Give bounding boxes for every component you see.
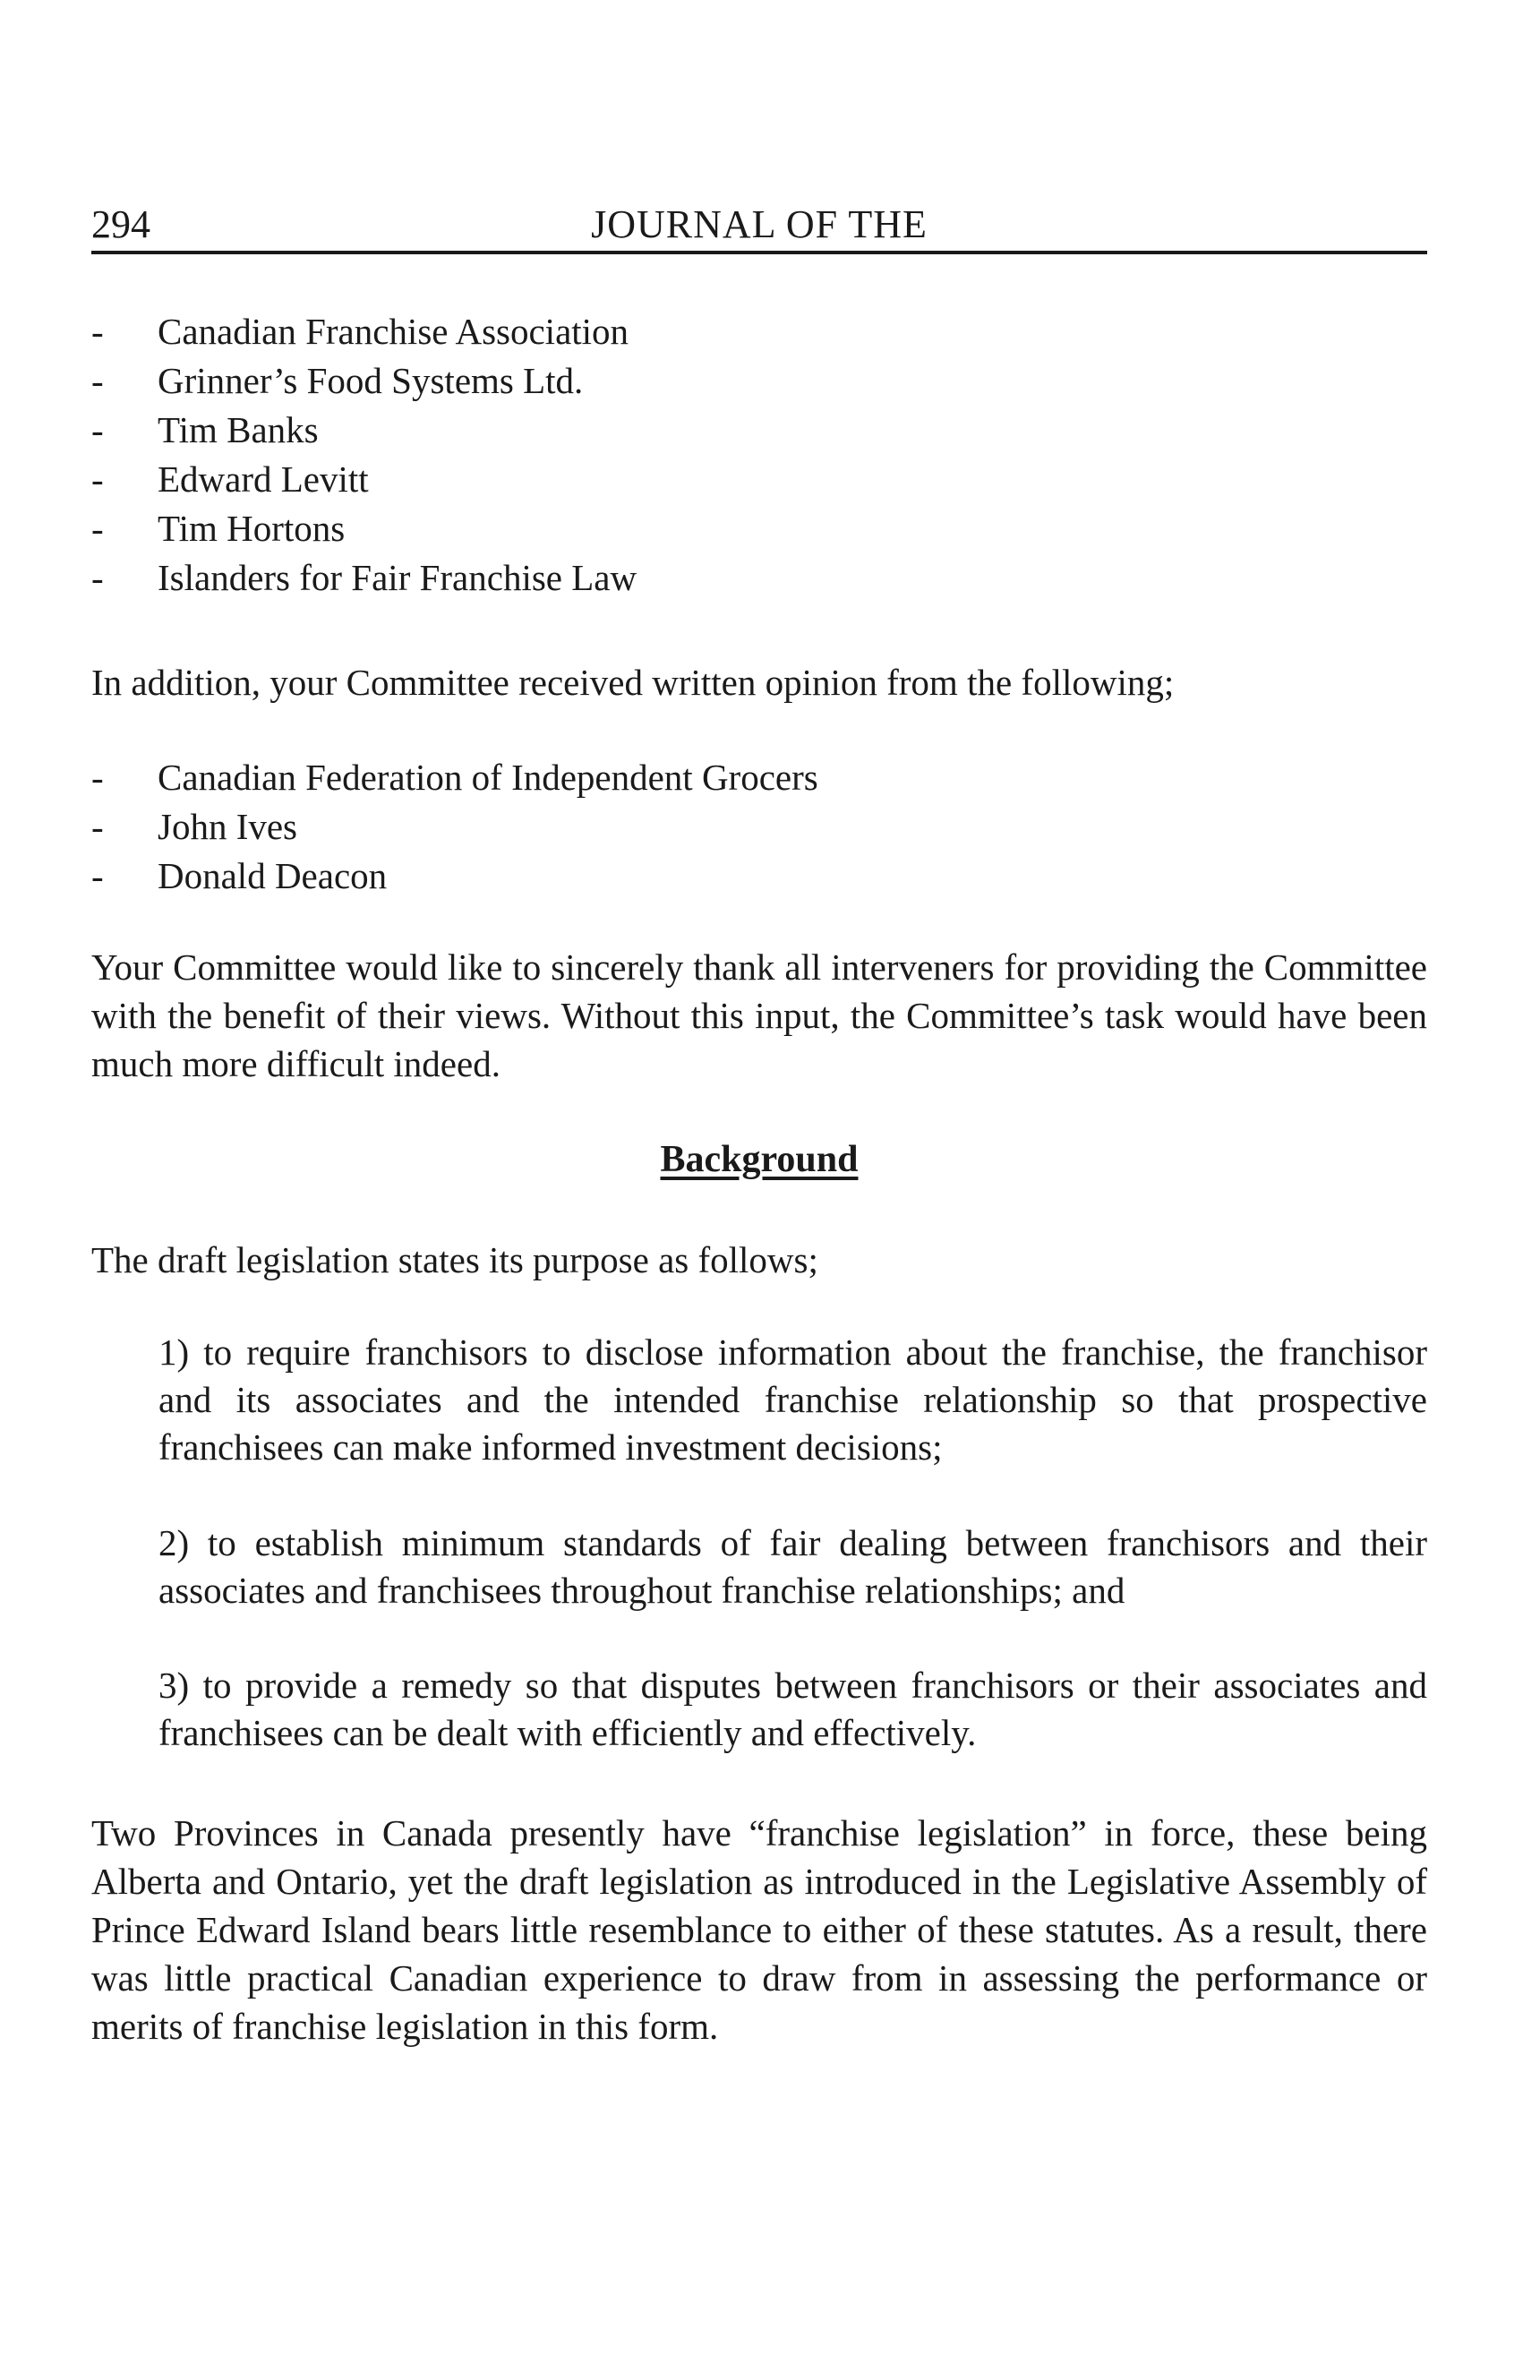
dash-bullet: - <box>91 311 104 352</box>
list-item: - Tim Hortons <box>91 504 1166 553</box>
written-opinion-list <box>91 753 1166 901</box>
dash-bullet: - <box>91 409 104 450</box>
purpose-intro: The draft legislation states its purpose as follows; <box>91 1239 818 1280</box>
purpose-item-3: 3) to provide a remedy so that disputes between franchisors or their associates and franchisees can be dealt with efficiently and effectively. <box>158 1665 1427 1753</box>
page-number: 294 <box>91 202 150 246</box>
dash-bullet: - <box>91 757 104 798</box>
list-item: - Edward Levitt <box>91 455 1166 504</box>
thanks-paragraph: Your Committee would like to sincerely thank all interveners for providing the Committee with the benefit of their views. Without this input, the Committee’s task would have been much more difficult indeed. <box>91 946 1427 1084</box>
list-item: - Canadian Franchise Association <box>91 307 1166 356</box>
dash-bullet: - <box>91 508 104 549</box>
purpose-item-1: 1) to require franchisors to disclose information about the franchise, the franchisor and its associates and the intended franchise relationship so that prospective franchisees can make informed investment decisions; <box>158 1331 1427 1468</box>
dash-bullet: - <box>91 806 104 847</box>
running-head <box>91 202 1427 254</box>
journal-title: JOURNAL OF THE <box>591 202 928 246</box>
closing-paragraph: Two Provinces in Canada presently have “franchise legislation” in force, these being Alberta and Ontario, yet the draft legislation as introduced in the Legislative Assembly of Prince Edward Island bears little resemblance to either of these statutes. As a result, there was little practical Canadian experience to draw from in assessing the performance or merits of franchise legislation in this form. <box>91 1812 1427 2047</box>
written-opinion-intro: In addition, your Committee received written opinion from the following; <box>91 662 1175 703</box>
list-item: - Tim Banks <box>91 406 1166 455</box>
dash-bullet: - <box>91 855 104 896</box>
list-item: - John Ives <box>91 802 1166 852</box>
presenter-list <box>91 307 1166 603</box>
purpose-item-2: 2) to establish minimum standards of fair dealing between franchisors and their associates and franchisees throughout franchise relationships; and <box>158 1522 1427 1611</box>
list-item: - Canadian Federation of Independent Grocers <box>91 753 1166 802</box>
list-item: - Grinner’s Food Systems Ltd. <box>91 356 1166 406</box>
dash-bullet: - <box>91 458 104 500</box>
list-item: - Donald Deacon <box>91 852 1166 901</box>
list-item: - Islanders for Fair Franchise Law <box>91 553 1166 603</box>
dash-bullet: - <box>91 557 104 598</box>
section-heading-background: Background <box>660 1139 859 1180</box>
dash-bullet: - <box>91 360 104 401</box>
